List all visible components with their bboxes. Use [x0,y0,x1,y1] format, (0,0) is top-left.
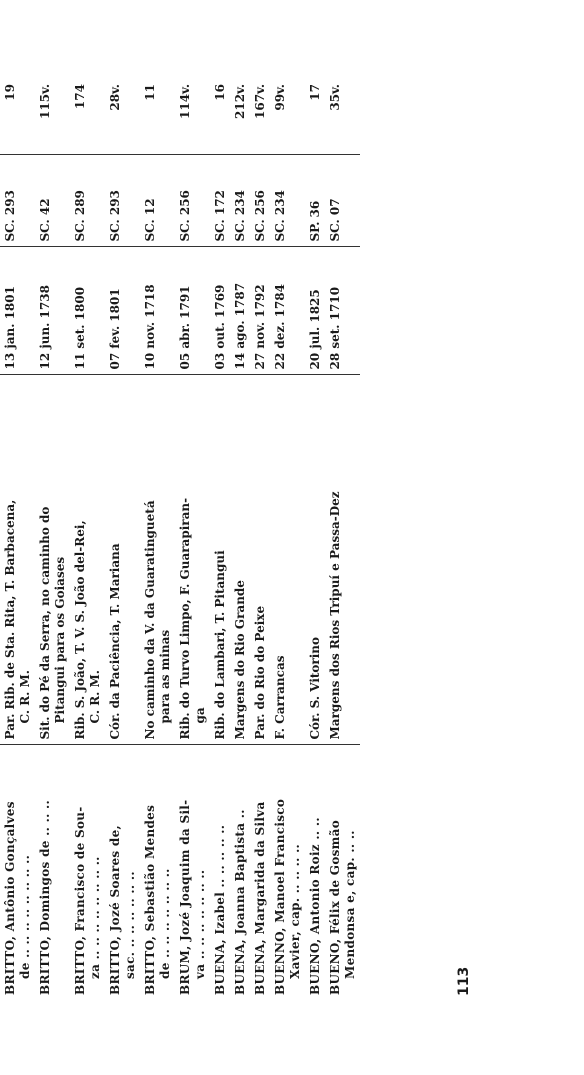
date-cell: 12 jun. 1738 [35,247,70,375]
table-row [35,80,70,1000]
folio-cell: 115v. [38,84,52,119]
date-cell: 14 ago. 1787 [230,247,250,375]
folio-cell: 16 [213,84,227,101]
location-line: para as minas [158,629,172,724]
register-table-container [0,80,584,1000]
grantee-name-line: BUENA, Margarida da Silva [253,801,267,995]
source-cell: SC. 289 [70,155,105,247]
location-line: Par. do Rio do Peixe [253,605,267,740]
grantee-name-line: Mendonsa e, cap. .. .. [343,830,357,979]
grantee-name-line: BRITTO, Sebastião Mendes [143,804,157,995]
table-row [210,80,230,1000]
location-cell [250,375,270,745]
table-row [250,80,270,1000]
location-cell [0,375,35,745]
grantee-name-cell [105,745,140,1000]
grantee-name-line: BUENA, Izabel .. .. .. .. .. [213,824,227,995]
location-cell [35,375,70,745]
date-cell: 10 nov. 1718 [140,247,175,375]
grantee-name-line: Xavier, cap. .. .. .. .. [288,843,302,979]
date-cell: 13 jan. 1801 [0,247,35,375]
folio-cell: 212v. [233,84,247,119]
folio-cell: 174 [73,84,87,110]
table-row [140,80,175,1000]
grantee-name-line: za .. .. .. .. .. .. .. .. [88,856,102,979]
table-row [270,80,305,1000]
location-line: Cór. S. Vitorino [308,636,322,740]
location-line: Rib. do Lambari, T. Pitangui [213,550,227,740]
folio-cell: 28v. [108,84,122,111]
date-cell: 11 set. 1800 [70,247,105,375]
table-row [305,80,325,1000]
location-line: Pitangui para os Goiases [53,556,67,724]
grantee-name-line: BRITTO, Francisco de Sou- [73,806,87,995]
grantee-name-line: BRUM, Jozé Joaquim da Sil- [178,799,192,995]
location-line: ga [193,707,207,724]
location-cell [230,375,250,745]
location-line: No caminho da V. da Guaratinguetá [143,500,157,740]
table-row [325,80,360,1000]
source-cell: SC. 256 [175,155,210,247]
grantee-name-cell [270,745,305,1000]
date-cell: 22 dez. 1784 [270,247,305,375]
folio-cell: 167v. [253,84,267,119]
grantee-name-line: BUENA, Joanna Baptista .. [233,809,247,995]
folio-cell: 11 [143,84,157,101]
grantee-name-line: BRITTO, Antônio Gonçalves [3,801,17,995]
location-line: Par. Rib. de Sta. Rita, T. Barbacena, [3,499,17,740]
grantee-name-line: sac. .. .. .. .. .. .. [123,871,137,979]
grantee-name-line: de .. .. .. .. .. .. .. .. [18,854,32,979]
source-cell: SC. 256 [250,155,270,247]
register-table-body [0,80,360,1000]
table-row [175,80,210,1000]
date-cell: 20 jul. 1825 [305,247,325,375]
grantee-name-line: BRITTO, Domingos de .. .. .. [38,799,52,995]
page-number: 113 [456,966,472,996]
date-cell: 07 fev. 1801 [105,247,140,375]
grantee-name-line: BUENO, Antonio Roiz .. .. [308,817,322,995]
folio-cell: 114v. [178,84,192,119]
source-cell: SC. 234 [230,155,250,247]
location-line: Margens do Rio Grande [233,580,247,740]
grantee-name-cell [210,745,230,1000]
location-cell [105,375,140,745]
table-row [70,80,105,1000]
location-line: F. Carrancas [273,655,287,740]
folio-cell: 19 [3,84,17,101]
location-line: Sit. do Pé da Serra, no caminho do [38,506,52,740]
table-row [105,80,140,1000]
location-cell [70,375,105,745]
location-line: C. R. M. [88,670,102,724]
location-cell [305,375,325,745]
source-cell: SC. 293 [0,155,35,247]
location-cell [325,375,360,745]
date-cell: 28 set. 1710 [325,247,360,375]
location-cell [270,375,305,745]
table-row [230,80,250,1000]
grantee-name-cell [250,745,270,1000]
source-cell: SC. 293 [105,155,140,247]
location-line: C. R. M. [18,670,32,724]
location-cell [210,375,230,745]
grantee-name-line: BUENO, Félix de Gosmão [328,819,342,995]
source-cell: SC. 172 [210,155,230,247]
folio-cell: 35v. [328,84,342,111]
date-cell: 05 abr. 1791 [175,247,210,375]
grantee-name-cell [175,745,210,1000]
source-cell: SC. 234 [270,155,305,247]
grantee-name-cell [0,745,35,1000]
folio-cell: 99v. [273,84,287,111]
source-cell: SC. 12 [140,155,175,247]
grantee-name-cell [35,745,70,1000]
grantee-name-cell [140,745,175,1000]
grantee-name-line: BUENNO, Manoel Francisco [273,798,287,995]
grantee-name-cell [305,745,325,1000]
location-cell [175,375,210,745]
grantee-name-line: BRITTO, Jozé Soares de, [108,824,122,995]
location-line: Rib. do Turvo Limpo, F. Guarapiran- [178,497,192,740]
source-cell: SP. 36 [305,155,325,247]
location-line: Cór. da Paciência, T. Mariana [108,543,122,740]
date-cell: 27 nov. 1792 [250,247,270,375]
grantee-name-line: va .. .. .. .. .. .. .. [193,869,207,979]
grantee-name-cell [70,745,105,1000]
grantee-name-cell [230,745,250,1000]
grantee-name-line: de .. .. .. .. .. .. .. [158,868,172,979]
source-cell: SC. 07 [325,155,360,247]
table-row [0,80,35,1000]
folio-cell: 17 [308,84,322,101]
source-cell: SC. 42 [35,155,70,247]
location-line: Margens dos Rios Tripuí e Passa-Dez [328,491,342,740]
land-grant-register-table [0,80,360,1000]
location-line: Rib. S. João, T. V. S. João del-Rei, [73,520,87,740]
date-cell: 03 out. 1769 [210,247,230,375]
grantee-name-cell [325,745,360,1000]
location-cell [140,375,175,745]
